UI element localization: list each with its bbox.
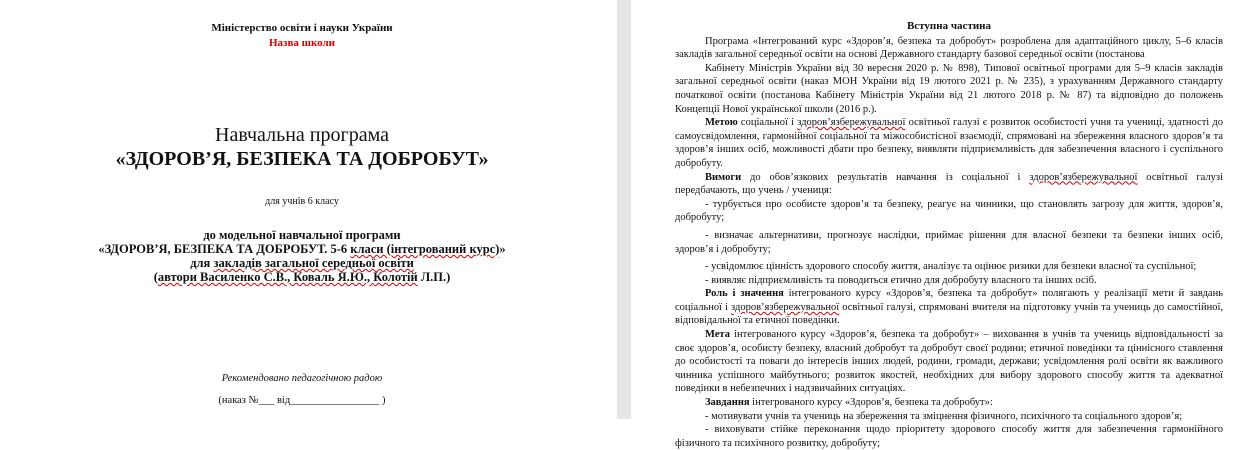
requirements-term: здоров’язбережувальної	[1029, 171, 1138, 183]
model-name-grades: класи (інтегрований курс)	[350, 242, 500, 256]
recommendation-note: Рекомендовано педагогічною радою	[221, 373, 383, 384]
paragraph-tasks	[675, 396, 1223, 410]
goal-text-a: соціальної і	[737, 117, 798, 129]
role-label: Роль і значення	[705, 288, 784, 300]
requirements-text-a: до обов’язкових результатів навчання із соціальної і	[741, 171, 1030, 183]
grade-line: для учнів 6 класу	[265, 196, 339, 207]
paragraph-requirements	[675, 171, 1223, 198]
authors-close: Л.П.)	[417, 270, 451, 284]
paragraph-role	[675, 287, 1223, 328]
program-title: Навчальна програма	[215, 124, 389, 146]
model-name-part: «ЗДОРОВ’Я, БЕЗПЕКА ТА ДОБРОБУТ. 5-6	[98, 242, 351, 256]
tasks-label: Завдання	[705, 397, 750, 409]
role-term: здоров’язбережувальної	[731, 301, 840, 313]
ministry-name: Міністерство освіти і науки України	[211, 22, 393, 34]
document-page-title	[0, 0, 617, 419]
institution-line	[0, 256, 604, 271]
order-line: (наказ №___ від_________________ )	[218, 395, 386, 406]
bullet-item: - визначає альтернативи, прогнозує наслідки, приймає рішення для власної безпеки та безпеки інших осіб, здоров’я і добробуту;	[675, 229, 1223, 255]
bullet-item: - турбується про особисте здоров’я та безпеку, реагує на чинники, що становлять загрозу для життя, здоров’я, добробуту;	[675, 198, 1223, 224]
authors-open: (	[153, 270, 158, 284]
bullet-item: - виявляє підприємливість та поводиться етично для добробуту власного та інших осіб.	[705, 274, 1097, 286]
bullet-item: - виховувати стійке переконання щодо пріоритету здорового способу життя для забезпечення гармонійного фізичного та психічного розвитку, добробуту;	[675, 424, 1223, 449]
requirements-label: Вимоги	[705, 171, 742, 183]
goal-label: Метою	[705, 117, 738, 129]
paragraph-goal	[675, 116, 1223, 170]
paragraph-2: Кабінету Міністрів України від 30 вересня 2020 р. № 898), Типової освітньої програми для 5–9 класів закладів загальної середньої освіти (наказ МОН України від 19 лютого 2021 р. № 235), з урахуванням Державного стандарту початкової освіти (постанова Кабінету Міністрів України від 21 лютого 2018 р. № 87) та відповідно до положень Концепції Нової української школи (2016 р.).	[675, 62, 1223, 115]
goal-text-c: освітньої галузі є розвиток особистості учня та учениці, здатності до самоусвідомлення, гармонійної соціальної та міжособистісної взаємодії, спрямовані на збереження власного здоров’я та здоров’я інших осіб, можливості дбати про безпеку, виявляти підприємливість для забезпечення власного і суспільного добробуту.	[675, 117, 1223, 169]
intro-heading: Вступна частина	[906, 20, 992, 32]
tasks-text: інтегрованого курсу «Здоров’я, безпека та добробут»:	[749, 397, 993, 409]
goal-text-term: здоров’язбережувальної	[797, 117, 906, 129]
paragraph-aim	[675, 328, 1223, 396]
authors-names: автори Василенко С.В., Коваль Я.Ю.,	[157, 270, 374, 284]
model-name-end: »	[499, 242, 506, 256]
role-text-a: інтегрованого курсу «Здоров’я, безпека та добробут» полягають у реалізації мети й завдань соціальної і	[675, 288, 1223, 313]
bullet-item: - мотивувати учнів та учениць на збереження та зміцнення фізичного, психічного та соціального здоров’я;	[705, 410, 1183, 422]
authors-line	[0, 270, 604, 285]
document-page-intro	[631, 0, 1256, 449]
author-surname: Колотій	[373, 270, 418, 284]
role-text-c: освітньої галузі, спрямовані вчителя на підготовку учнів та учениць до самостійної, відповідальної та етичної поведінки.	[675, 301, 1223, 327]
model-program-name	[0, 242, 604, 257]
paragraph-1: Програма «Інтегрований курс «Здоров’я, безпека та добробут» розроблена для адаптаційного циклу, 5–6 класів закладів загальної середньої освіти на основі Державного стандарту базової середньої освіти (постанова	[675, 35, 1223, 61]
institution-type: закладів загальної середньої освіти	[213, 256, 414, 270]
page-gap	[617, 0, 631, 419]
aim-label: Мета	[705, 329, 730, 341]
program-name: «ЗДОРОВ’Я, БЕЗПЕКА ТА ДОБРОБУТ»	[115, 148, 489, 170]
bullet-item: - усвідомлює цінність здорового способу життя, аналізує та оцінює ризики для безпеки власної та суспільної;	[705, 261, 1197, 273]
intro-text	[675, 20, 1223, 450]
requirements-text-c: освітньої галузі передбачають, що учень / учениця:	[675, 171, 1223, 197]
model-program-line: до модельної навчальної програми	[203, 228, 401, 242]
school-name: Назва школи	[268, 37, 335, 49]
aim-text: інтегрованого курсу «Здоров’я, безпека та добробут» – виховання в учнів та учениць відповідальності за своє здоров’я, особисту безпеку, власний добробут та добробут своєї родини; етичної поведінки та ціннісного ставлення до особистості та поваги до інтересів інших людей, родини, громади, держави; усвідомлення ролі освіти як важливого чинника успішного майбутнього; розвиток якостей, необхідних для вибору здорового способу життя та адекватної поведінки в небезпечних і надзвичайних ситуаціях.	[675, 329, 1223, 395]
institution-prefix: для	[190, 256, 214, 270]
